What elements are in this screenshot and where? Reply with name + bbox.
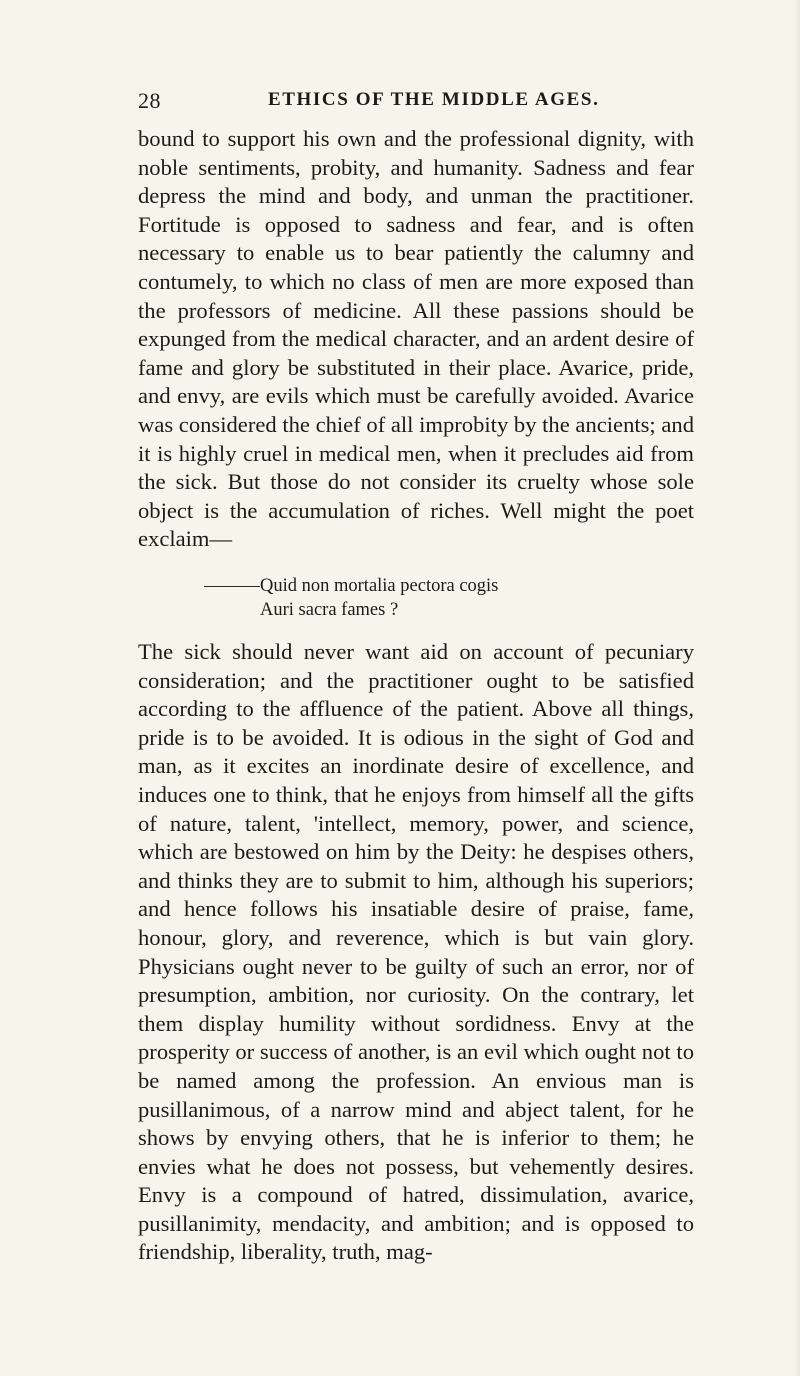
paragraph-1 [138, 125, 694, 554]
latin-quotation [256, 574, 676, 622]
paragraph-2-text: The sick should never want aid on account of pecuniary consideration; and the practitioner ought to be satisfied according to the affluence of the patient. Above all things, pride is to be avoided. It is odious in the sight of God and man, as it excites an inordinate desire of excellence, and induces one to think, that he enjoys from himself all the gifts of nature, talent, 'intellect, memory, power, and science, which are bestowed on him by the Deity: he despises others, and thinks they are to submit to him, although his superiors; and hence follows his insatiable desire of praise, fame, honour, glory, and reverence, which is but vain glory. Physicians ought never to be guilty of such an error, nor of presumption, ambition, nor curiosity. On the contrary, let them display humility without sordidness. Envy at the prosperity or success of another, is an evil which ought not to be named among the profession. An envious man is pusillanimous, of a narrow mind and abject talent, for he shows by envying others, that he is inferior to them; he envies what he does not possess, but vehemently desires. Envy is a compound of hatred, dissimulation, avarice, pusillanimity, mendacity, and ambition; and is opposed to friendship, liberality, truth, mag- [138, 639, 694, 1265]
quote-line-2: Auri sacra fames ? [260, 600, 399, 620]
paragraph-2 [138, 638, 694, 1267]
page-edge-shadow [794, 0, 800, 1376]
page-number: 28 [138, 88, 161, 113]
running-head [138, 88, 698, 118]
running-title: ETHICS OF THE MIDDLE AGES. [268, 89, 600, 110]
quote-dash-rule [204, 586, 260, 587]
quote-line-1: Quid non mortalia pectora cogis [260, 576, 499, 596]
quote-line-1-row [204, 574, 676, 598]
paragraph-1-text: bound to support his own and the professional dignity, with noble sentiments, probity, and humanity. Sadness and fear depress the mind and body, and unman the practitioner. Fortitude is opposed to sadness and fear, and is often necessary to enable us to bear patiently the calumny and contumely, to which no class of men are more exposed than the professors of medicine. All these passions should be expunged from the medical character, and an ardent desire of fame and glory be substituted in their place. Avarice, pride, and envy, are evils which must be carefully avoided. Avarice was considered the chief of all improbity by the ancients; and it is highly cruel in medical men, when it precludes aid from the sick. But those do not consider its cruelty whose sole object is the accumulation of riches. Well might the poet exclaim— [138, 126, 694, 552]
